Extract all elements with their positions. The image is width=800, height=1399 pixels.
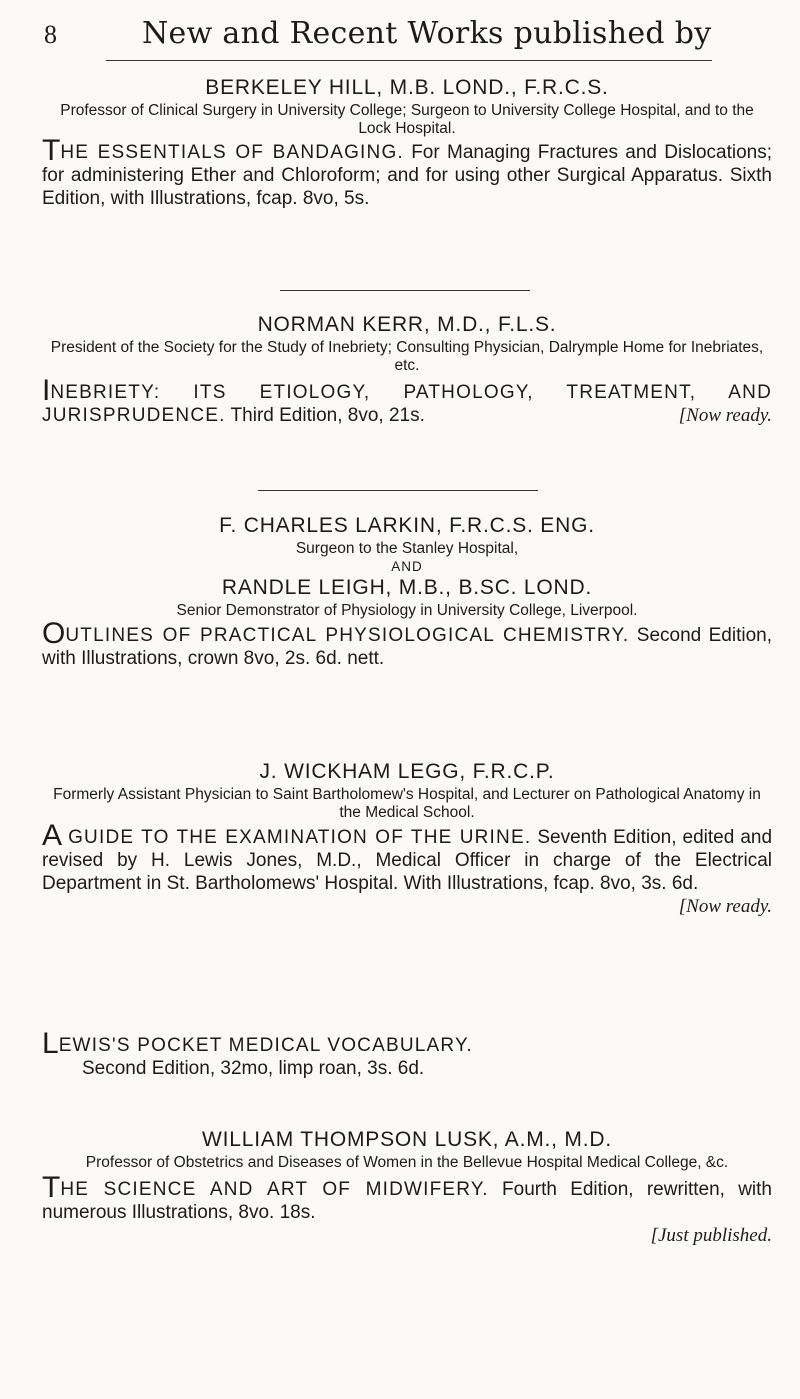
entry-wickham-legg xyxy=(42,760,772,918)
book-details: Seventh Edition, edited and revised by H. Lewis Jones, M.D., Medical Officer in charge of the Electrical Department in St. Bartholomews' Hospital. With Illustrations, fcap. 8vo, 3s. 6d. xyxy=(42,827,773,894)
author-name: WILLIAM THOMPSON LUSK, A.M., M.D. xyxy=(202,1128,612,1151)
book-entry xyxy=(42,617,773,670)
book-entry xyxy=(42,1027,772,1080)
second-author-name: RANDLE LEIGH, M.B., B.SC. LOND. xyxy=(221,576,593,599)
book-entry xyxy=(42,819,773,918)
author-affiliation: Professor of Obstetrics and Diseases of Women in the Bellevue Hospital Medical College, &c. xyxy=(85,1154,729,1171)
author-name: BERKELEY HILL, M.B. LOND., F.R.C.S. xyxy=(205,76,609,99)
publication-status: [Just published. xyxy=(650,1225,772,1246)
author-affiliation: Professor of Clinical Surgery in University College; Surgeon to University College Hospital, and to the Lock Hospital. xyxy=(60,102,754,137)
author-name: J. WICKHAM LEGG, F.R.C.P. xyxy=(259,760,555,783)
header-rule xyxy=(106,60,712,61)
author-name: NORMAN KERR, M.D., F.L.S. xyxy=(257,313,557,336)
publication-status: [Now ready. xyxy=(678,896,772,917)
author-affiliation: Formerly Assistant Physician to Saint Bartholomew's Hospital, and Lecturer on Pathological Anatomy in the Medical School. xyxy=(53,786,761,821)
book-title: HE ESSENTIALS OF BANDAGING. xyxy=(60,142,404,163)
running-title: New and Recent Works published by xyxy=(142,16,712,51)
book-title: EWIS'S POCKET MEDICAL VOCABULARY. xyxy=(58,1035,473,1056)
author-affiliation: Surgeon to the Stanley Hospital, xyxy=(295,540,519,557)
book-details: Second Edition, 32mo, limp roan, 3s. 6d. xyxy=(82,1058,425,1079)
book-title: UTLINES OF PRACTICAL PHYSIOLOGICAL CHEMISTRY. xyxy=(65,625,630,646)
book-details: For Managing Fractures and Dislocations; for administering Ether and Chloroform; and for using other Surgical Apparatus. Sixth Edition, with Illustrations, fcap. 8vo, 5s. xyxy=(42,142,772,209)
book-title: NEBRIETY: ITS ETIOLOGY, PATHOLOGY, TREATMENT, AND JURISPRUDENCE. xyxy=(42,382,772,426)
page-number: 8 xyxy=(44,20,57,49)
section-divider xyxy=(258,490,538,491)
second-author-affiliation: Senior Demonstrator of Physiology in University College, Liverpool. xyxy=(176,602,638,619)
book-entry xyxy=(42,374,772,427)
publication-status: [Now ready. xyxy=(678,405,772,426)
book-details: Second Edition, with Illustrations, crown 8vo, 2s. 6d. nett. xyxy=(42,625,773,669)
running-header xyxy=(44,14,764,64)
book-initial: O xyxy=(42,617,66,650)
and-separator: AND xyxy=(391,559,423,574)
entry-norman-kerr xyxy=(42,313,772,427)
author-affiliation: President of the Society for the Study of Inebriety; Consulting Physician, Dalrymple Home for Inebriates, etc. xyxy=(50,339,764,374)
entry-thompson-lusk xyxy=(42,1128,772,1247)
book-title: HE SCIENCE AND ART OF MIDWIFERY. xyxy=(60,1179,489,1200)
book-title: GUIDE TO THE EXAMINATION OF THE URINE. xyxy=(68,827,532,848)
book-details: Third Edition, 8vo, 21s. xyxy=(230,405,425,426)
book-initial: I xyxy=(42,374,51,407)
entry-lewis-vocabulary xyxy=(42,1027,772,1080)
book-entry xyxy=(42,134,772,210)
book-initial: T xyxy=(42,1171,61,1204)
book-details: Fourth Edition, rewritten, with numerous Illustrations, 8vo. 18s. xyxy=(42,1179,772,1223)
author-name: F. CHARLES LARKIN, F.R.C.S. ENG. xyxy=(219,514,595,537)
book-initial: T xyxy=(42,134,61,167)
book-initial: A xyxy=(42,819,63,852)
entry-berkeley-hill xyxy=(42,76,772,210)
book-entry xyxy=(42,1171,772,1247)
entry-larkin-leigh xyxy=(42,514,772,670)
book-initial: L xyxy=(42,1027,59,1060)
section-divider xyxy=(280,290,530,291)
